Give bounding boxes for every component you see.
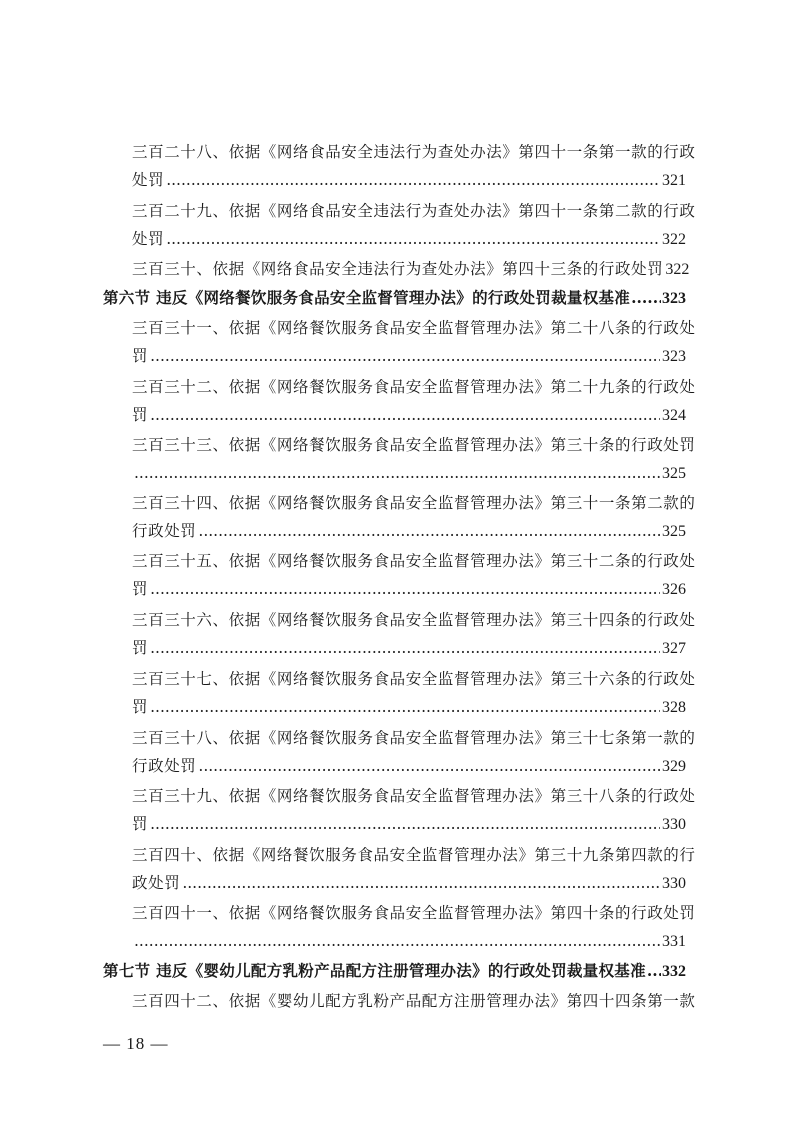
dot-leader [150,814,660,834]
page-number: 323 [662,348,686,365]
toc-section-heading[interactable] [103,288,686,309]
page-number: 327 [662,640,686,657]
dot-leader [166,229,660,249]
dot-leader [134,931,660,951]
page-number: 329 [662,758,686,775]
toc-entry-line2[interactable] [132,463,686,484]
toc-entry-line2[interactable] [132,521,686,542]
toc-entry-text: 行政处罚 [132,522,197,540]
dot-leader [150,697,660,717]
page-number: 326 [662,581,686,598]
toc-entry-line1[interactable]: 三百三十五、依据《网络餐饮服务食品安全监督管理办法》第三十二条的行政处 [132,552,696,570]
dot-leader [150,346,660,366]
toc-entry-line2[interactable] [132,814,686,835]
toc-entry-line1[interactable]: 三百三十二、依据《网络餐饮服务食品安全监督管理办法》第二十九条的行政处 [132,378,696,396]
toc-entry-line1[interactable]: 三百三十三、依据《网络餐饮服务食品安全监督管理办法》第三十条的行政处罚 [132,436,696,454]
toc-entry-line1[interactable]: 三百二十九、依据《网络食品安全违法行为查处办法》第四十一条第二款的行政 [132,202,696,220]
toc-entry-line1[interactable]: 三百三十七、依据《网络餐饮服务食品安全监督管理办法》第三十六条的行政处 [132,670,696,688]
toc-entry-text: 罚 [132,698,149,716]
page-footer-number: — 18 — [103,1034,169,1053]
toc-entry-text: 行政处罚 [132,757,197,775]
page-number: 324 [662,407,686,424]
page-number: 325 [662,523,686,540]
page-number: 330 [662,875,686,892]
toc-entry-line2[interactable] [132,931,686,952]
toc-entry-text: 罚 [132,815,149,833]
toc-entry-line1[interactable]: 三百四十、依据《网络餐饮服务食品安全监督管理办法》第三十九条第四款的行 [132,846,696,864]
page-number: 330 [662,816,686,833]
toc-entry-line2[interactable] [132,873,686,894]
section-title: 第七节 违反《婴幼儿配方乳粉产品配方注册管理办法》的行政处罚裁量权基准 [103,961,646,980]
toc-entry-line2[interactable] [132,229,686,250]
toc-entry-line1[interactable]: 三百三十八、依据《网络餐饮服务食品安全监督管理办法》第三十七条第一款的 [132,729,696,747]
page-number: 325 [662,465,686,482]
dot-leader [198,521,660,541]
toc-entry-text: 罚 [132,406,149,424]
toc-entry-line1[interactable]: 三百三十四、依据《网络餐饮服务食品安全监督管理办法》第三十一条第二款的 [132,494,696,512]
dot-leader [134,463,660,483]
dot-leader [182,873,660,893]
toc-entry-text: 处罚 [132,230,165,248]
toc-entry-line1[interactable]: 三百三十九、依据《网络餐饮服务食品安全监督管理办法》第三十八条的行政处 [132,787,696,805]
toc-entry-text: 三百三十、依据《网络食品安全违法行为查处办法》第四十三条的行政处罚 [132,260,664,278]
dot-leader [198,756,660,776]
toc-entry-line1[interactable]: 三百二十八、依据《网络食品安全违法行为查处办法》第四十一条第一款的行政 [132,143,696,161]
toc-entry-text: 罚 [132,639,149,657]
toc-entry-text: 罚 [132,580,149,598]
toc-entry-line1[interactable]: 三百四十一、依据《网络餐饮服务食品安全监督管理办法》第四十条的行政处罚 [132,904,696,922]
dot-leader [647,961,661,981]
dot-leader [150,638,660,658]
page-number: 331 [662,933,686,950]
toc-entry-text: 政处罚 [132,874,181,892]
dot-leader [631,288,661,308]
page-number: 328 [662,699,686,716]
toc-entry-line2[interactable] [132,638,686,659]
toc-entry-line2[interactable] [132,756,686,777]
toc-entry-line2[interactable] [132,405,686,426]
section-title: 第六节 违反《网络餐饮服务食品安全监督管理办法》的行政处罚裁量权基准 [103,288,631,307]
toc-entry[interactable] [132,259,690,280]
toc-entry-line1[interactable]: 三百四十二、依据《婴幼儿配方乳粉产品配方注册管理办法》第四十四条第一款 [132,992,696,1010]
page-number: 323 [662,290,686,307]
toc-entry-text: 罚 [132,347,149,365]
toc-entry-line1[interactable]: 三百三十六、依据《网络餐饮服务食品安全监督管理办法》第三十四条的行政处 [132,611,696,629]
toc-entry-line1[interactable]: 三百三十一、依据《网络餐饮服务食品安全监督管理办法》第二十八条的行政处 [132,319,696,337]
toc-entry-text: 处罚 [132,171,165,189]
toc-entry-line2[interactable] [132,170,686,191]
page-number: 322 [662,231,686,248]
dot-leader [166,170,660,190]
page-number: 322 [665,261,690,278]
toc-entry-line2[interactable] [132,697,686,718]
page-number: 332 [662,963,686,980]
toc-entry-line2[interactable] [132,346,686,367]
dot-leader [150,405,660,425]
toc-entry-line2[interactable] [132,579,686,600]
toc-section-heading[interactable] [103,961,686,982]
page-number: 321 [662,172,686,189]
dot-leader [150,579,660,599]
